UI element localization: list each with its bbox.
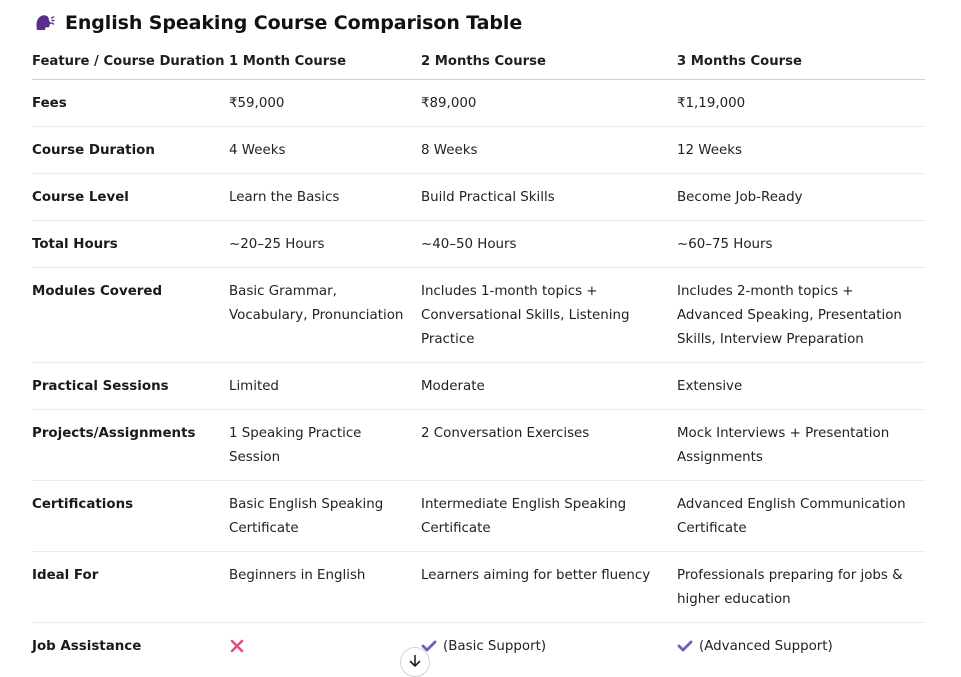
- table-row: [32, 410, 925, 481]
- cell-text: (Advanced Support): [699, 639, 833, 654]
- table-cell: [229, 623, 421, 670]
- table-row: [32, 174, 925, 221]
- table-cell: Mock Interviews + Presentation Assignments: [677, 410, 925, 481]
- table-cell: Advanced English Communication Certificate: [677, 481, 925, 552]
- table-cell: 1 Speaking Practice Session: [229, 410, 421, 481]
- table-cell: Beginners in English: [229, 552, 421, 623]
- table-cell: Build Practical Skills: [421, 174, 677, 221]
- page-title: English Speaking Course Comparison Table: [65, 12, 523, 34]
- table-row: [32, 80, 925, 127]
- table-cell: [677, 623, 925, 670]
- table-row: [32, 221, 925, 268]
- row-label: Job Assistance: [32, 639, 142, 654]
- table-row: [32, 268, 925, 363]
- table-row: [32, 552, 925, 623]
- row-label: Ideal For: [32, 552, 229, 623]
- table-cell: Professionals preparing for jobs & higher education: [677, 552, 925, 623]
- table-cell: ₹1,19,000: [677, 80, 925, 127]
- table-cell: Includes 2-month topics + Advanced Speaking, Presentation Skills, Interview Preparation: [677, 268, 925, 363]
- table-row: [32, 127, 925, 174]
- column-header-3-months: 3 Months Course: [677, 44, 925, 80]
- table-cell: ~20–25 Hours: [229, 221, 421, 268]
- table-cell: Basic Grammar, Vocabulary, Pronunciation: [229, 268, 421, 363]
- table-cell: Become Job-Ready: [677, 174, 925, 221]
- arrow-down-icon: [408, 653, 422, 672]
- table-cell: 4 Weeks: [229, 127, 421, 174]
- table-cell: Includes 1-month topics + Conversational Skills, Listening Practice: [421, 268, 677, 363]
- table-cell: Moderate: [421, 363, 677, 410]
- table-cell: [421, 623, 677, 670]
- row-label: Total Hours: [32, 221, 229, 268]
- table-row: [32, 481, 925, 552]
- table-cell: Intermediate English Speaking Certificate: [421, 481, 677, 552]
- table-cell: Extensive: [677, 363, 925, 410]
- cell-text: (Basic Support): [443, 639, 547, 654]
- comparison-table: [32, 44, 925, 669]
- row-label: Certifications: [32, 481, 229, 552]
- table-cell: 12 Weeks: [677, 127, 925, 174]
- column-header-2-months: 2 Months Course: [421, 44, 677, 80]
- row-label: Fees: [32, 80, 229, 127]
- row-label: Practical Sessions: [32, 363, 229, 410]
- row-label: Modules Covered: [32, 268, 229, 363]
- table-cell: Basic English Speaking Certificate: [229, 481, 421, 552]
- check-mark-icon: [677, 639, 693, 653]
- table-row: [32, 623, 925, 670]
- table-cell: 2 Conversation Exercises: [421, 410, 677, 481]
- row-label: Course Level: [32, 174, 229, 221]
- table-cell: ₹89,000: [421, 80, 677, 127]
- table-cell: 8 Weeks: [421, 127, 677, 174]
- table-cell: ₹59,000: [229, 80, 421, 127]
- table-cell: Learners aiming for better fluency: [421, 552, 677, 623]
- cross-mark-icon: [229, 638, 245, 654]
- table-row: [32, 363, 925, 410]
- table-cell: ~40–50 Hours: [421, 221, 677, 268]
- table-cell: Learn the Basics: [229, 174, 421, 221]
- speaking-head-icon: [33, 12, 55, 34]
- page-header: [33, 10, 522, 36]
- table-header-row: [32, 44, 925, 80]
- column-header-feature: Feature / Course Duration: [32, 44, 229, 80]
- row-label: Course Duration: [32, 127, 229, 174]
- table-cell: Limited: [229, 363, 421, 410]
- table-cell: ~60–75 Hours: [677, 221, 925, 268]
- column-header-1-month: 1 Month Course: [229, 44, 421, 80]
- scroll-down-button[interactable]: [400, 647, 430, 677]
- row-label: Projects/Assignments: [32, 410, 229, 481]
